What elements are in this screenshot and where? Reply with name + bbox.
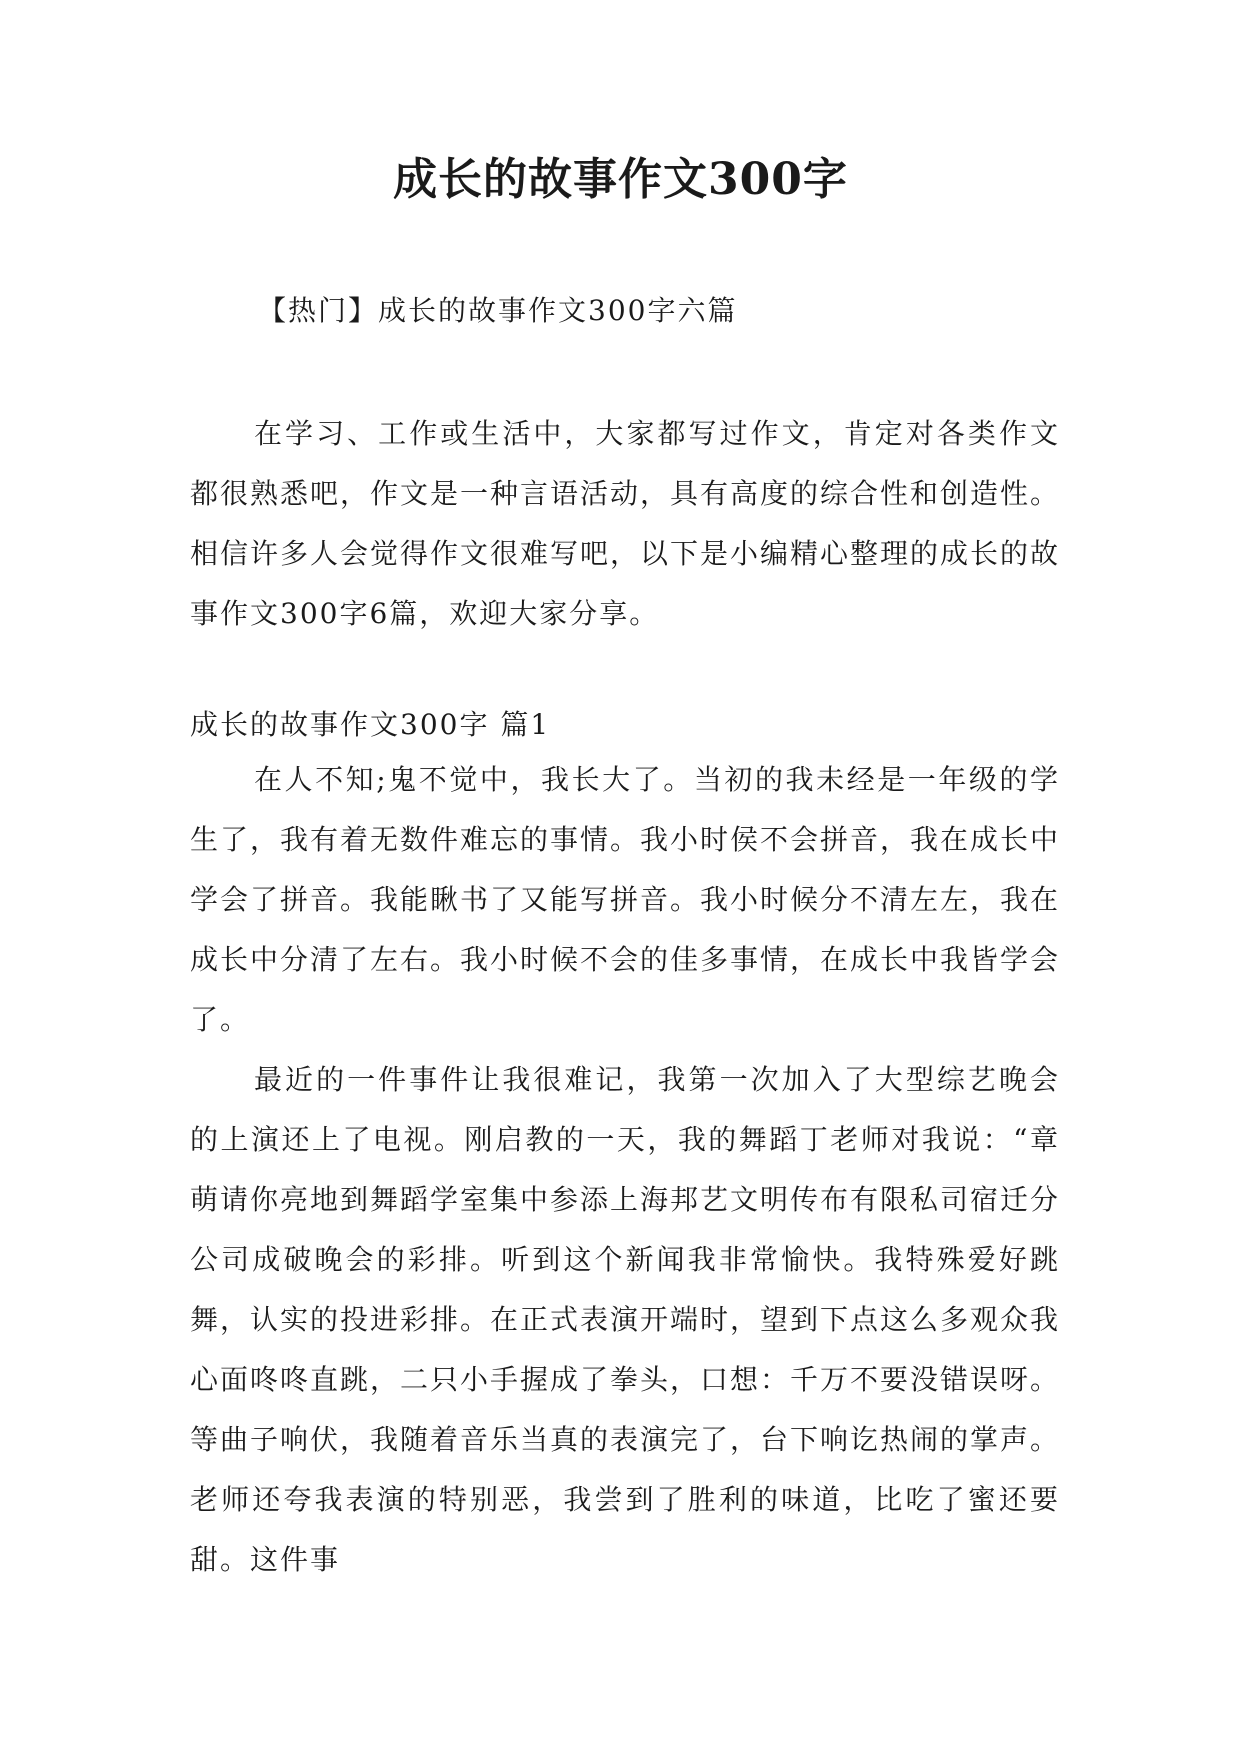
section-heading: 成长的故事作文300字 篇1 xyxy=(190,708,551,741)
story-paragraph-2: 最近的一件事件让我很难记，我第一次加入了大型综艺晚会的上演还上了电视。刚启教的一天，我的舞蹈丁老师对我说：“章萌请你亮地到舞蹈学室集中参添上海邦艺文明传布有限私司宿迁分公司成破晚会的彩排。听到这个新闻我非常愉快。我特殊爱好跳舞，认实的投进彩排。在正式表演开端时，望到下点这么多观众我心面咚咚直跳，二只小手握成了拳头，口想：千万不要没错误呀。等曲子响伏，我随着音乐当真的表演完了，台下响讫热闹的掌声。老师还夸我表演的特别恶，我尝到了胜利的味道，比吃了蜜还要甜。这件事 xyxy=(190,1063,1061,1576)
intro-block xyxy=(190,404,1060,644)
story-block xyxy=(190,750,1060,1590)
intro-paragraph: 在学习、工作或生活中，大家都写过作文，肯定对各类作文都很熟悉吧，作文是一种言语活动，具有高度的综合性和创造性。相信许多人会觉得作文很难写吧，以下是小编精心整理的成长的故事作文300字6篇，欢迎大家分享。 xyxy=(190,417,1061,630)
story-paragraph-1: 在人不知;鬼不觉中，我长大了。当初的我未经是一年级的学生了，我有着无数件难忘的事情。我小时侯不会拼音，我在成长中学会了拼音。我能瞅书了又能写拼音。我小时候分不清左左，我在成长中分清了左右。我小时候不会的佳多事情，在成长中我皆学会了。 xyxy=(190,763,1061,1036)
document-title: 成长的故事作文300字 xyxy=(393,154,848,205)
document-subtitle: 【热门】成长的故事作文300字六篇 xyxy=(258,294,738,327)
